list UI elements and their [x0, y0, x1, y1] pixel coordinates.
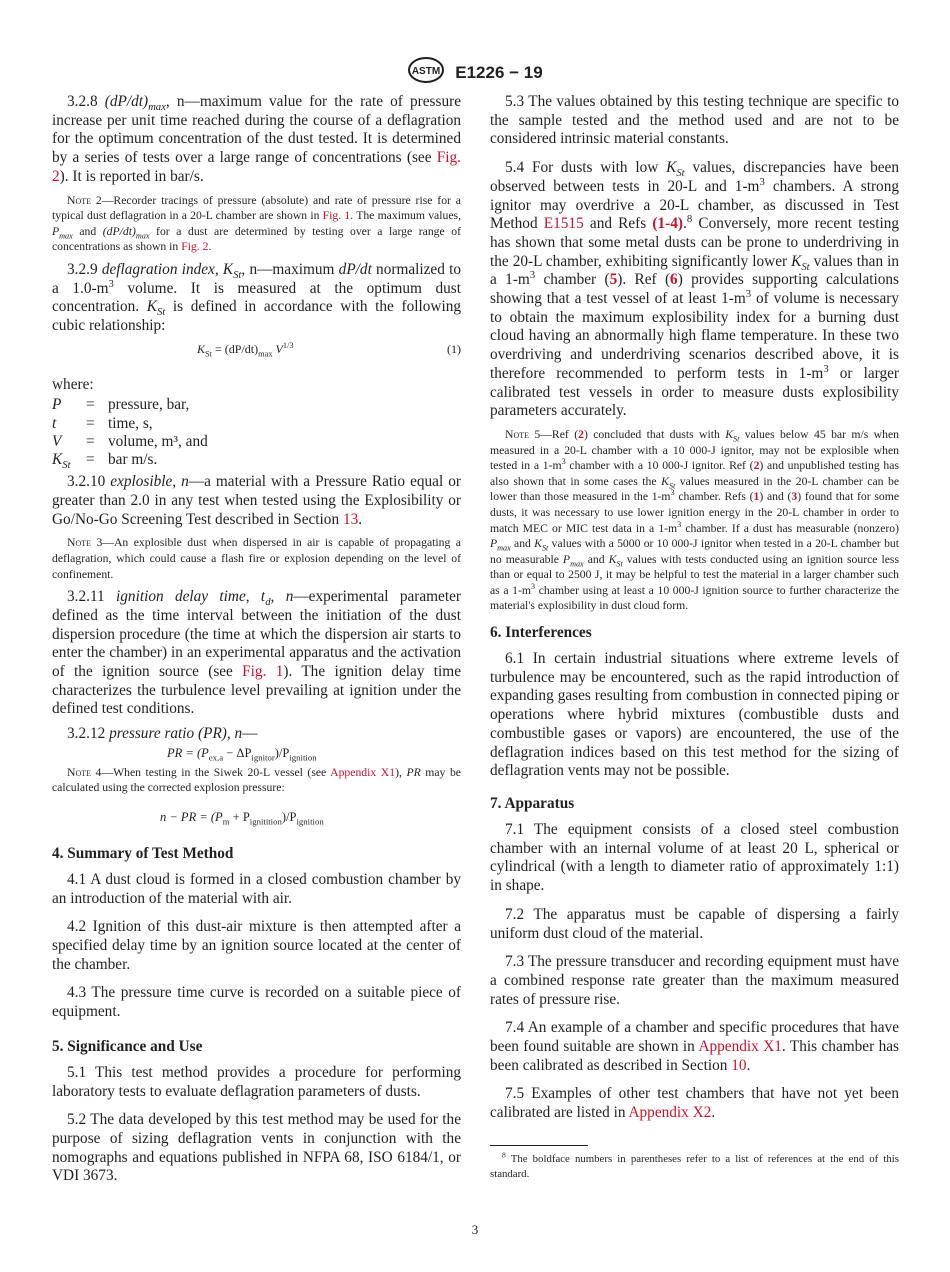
- link-e1515[interactable]: E1515: [543, 215, 584, 233]
- ref-link-5[interactable]: 5: [609, 271, 618, 289]
- para-3-2-9: 3.2.9 deflagration index, $K_{St}$, n—maximum dP/dt normalized to a $1.0-m^3$ volume. It is measured at the optimum dust concentration. $K_{St}$ is defined in accordance with the following cubic relationship:: [52, 260, 461, 334]
- ref-link-1[interactable]: 1: [753, 490, 760, 504]
- section-6-heading: 6. Interferences: [490, 624, 592, 642]
- ref-link-1-4[interactable]: (1-4): [652, 215, 683, 233]
- link-section-13[interactable]: 13: [342, 510, 359, 528]
- astm-logo-icon: [407, 57, 445, 88]
- note-5: Note 5—Ref (2) concluded that dusts with $K_{St}$ values below 45 bar m/s when measured in a 20-L chamber with a 10 000-J ignitor, may not be explosible when tested in a $1-m^3$ chamber with a 10 000-J ignitor. Ref (2) and unpublished testing has also shown that in some cases the $K_{St}$ values measured in the 20-L chamber can be lower than those measured in the $1-m^3$ chamber. Refs (1) and (3) found that for some dusts, it was necessary to use lower ignition energy in the 20-L chamber in order to match MEC or MIC test data in a $1-m^3$ chamber. If a dust has measurable (nonzero) $P_{max}$ and $K_{St}$ values with a 5000 or 10 000-J ignitor when tested in a 20-L chamber but no measurable $P_{max}$ and $K_{St}$ values with tests conducted using an ignition source less than or equal to 2500 J, it may be helpful to test the material in a larger chamber such as a $1-m^3$ chamber using at least a 10 000-J ignition source to further characterize the material's explosibility in dust cloud form.: [490, 427, 900, 613]
- section-5-heading: 5. Significance and Use: [52, 1037, 203, 1055]
- note-3: Note 3—An explosible dust when dispersed in air is capable of propagating a deflagration, which could cause a flash fire or explosion depending on the level of confinement.: [52, 536, 461, 581]
- link-appendix-x1[interactable]: Appendix X1: [330, 765, 396, 779]
- page-number: 3: [471, 1222, 479, 1237]
- para-3-2-11: 3.2.11 ignition delay time, $t_d$, n—experimental parameter defined as the time interval between the initiation of the dust dispersion procedure (the time at which the dispersion air starts to enter the chamber) in an experimental apparatus and the activation of the ignition source (see Fig. 1). The ignition delay time characterizes the turbulence level prevailing at ignition under the defined test conditions.: [52, 588, 461, 718]
- symbol-row: $K_{St}$ = bar m/s.: [52, 451, 158, 472]
- para-7-5: 7.5 Examples of other test chambers that have not yet been calibrated are listed in Appendix X2.: [490, 1085, 899, 1122]
- link-fig-2[interactable]: Fig. 2: [52, 149, 461, 185]
- document-code: E1226 − 19: [455, 62, 543, 82]
- para-7-2: 7.2 The apparatus must be capable of dispersing a fairly uniform dust cloud of the material.: [490, 905, 899, 942]
- left-column: [52, 93, 461, 1192]
- symbol-row: P = pressure, bar,: [52, 396, 190, 414]
- para-4-2: 4.2 Ignition of this dust-air mixture is then attempted after a specified delay time by an ignition source located at the center of the chamber.: [52, 918, 461, 973]
- footnote-8: $^8$ The boldface numbers in parentheses refer to a list of references at the end of this standard.: [490, 1150, 899, 1180]
- para-6-1: 6.1 In certain industrial situations where extreme levels of turbulence may be encountered, such as the rapid introduction of expanding gases resulting from combustion in connected piping or operations where hybrid mixtures (combustible dusts and combustible gases or vapors) are encountered, the use of the deflagration indices based on this test method for the sizing of deflagration vents may not be possible.: [490, 650, 899, 780]
- para-5-2: 5.2 The data developed by this test method may be used for the purpose of sizing deflagration vents in conjunction with the nomographs and equations published in NFPA 68, ISO 6184/1, or VDI 3673.: [52, 1111, 461, 1185]
- link-fig-1[interactable]: Fig. 1: [242, 662, 284, 680]
- link-appendix-x1[interactable]: Appendix X1: [698, 1038, 782, 1056]
- ref-link-3[interactable]: 3: [791, 490, 798, 504]
- para-5-1: 5.1 This test method provides a procedure for performing laboratory tests to evaluate deflagration parameters of dusts.: [52, 1063, 461, 1100]
- ref-link-2[interactable]: 2: [753, 459, 760, 473]
- where-label: where:: [52, 375, 94, 393]
- ref-link-2[interactable]: 2: [578, 427, 584, 441]
- para-4-3: 4.3 The pressure time curve is recorded on a suitable piece of equipment.: [52, 984, 461, 1021]
- footnote-divider: [490, 1145, 588, 1146]
- link-appendix-x2[interactable]: Appendix X2: [628, 1104, 712, 1122]
- para-7-3: 7.3 The pressure transducer and recording equipment must have a combined response rate greater than the maximum measured rates of pressure rise.: [490, 953, 899, 1008]
- note-4: Note 4—When testing in the Siwek 20-L vessel (see Appendix X1), PR may be calculated using the corrected explosion pressure:: [52, 765, 461, 795]
- para-3-2-8: 3.2.8 $(dP/dt)_{max}$, n—maximum value for the rate of pressure increase per unit time reached during the course of a deflagration for the optimum concentration of the dust tested. It is determined by a series of tests over a large range of concentrations (see Fig. 2). It is reported in bar/s.: [52, 93, 461, 185]
- ref-link-6[interactable]: 6: [670, 271, 678, 289]
- para-3-2-10: 3.2.10 explosible, n—a material with a Pressure Ratio equal or greater than 2.0 in any test when tested using the Explosibility or Go/No-Go Screening Test described in Section 13.: [52, 473, 461, 528]
- para-5-4: 5.4 For dusts with low $K_{St}$ values, discrepancies have been observed between tests in 20-L and $1-m^3$ chambers. A strong ignitor may overdrive a 20-L chamber, as discussed in Test Method E1515 and Refs (1-4).$^8$ Conversely, more recent testing has shown that some metal dusts can be prone to underdriving in the 20-L chamber, exhibiting significantly lower $K_{St}$ values than in a $1-m^3$ chamber (5). Ref (6) provides supporting calculations showing that a test vessel of at least $1-m^3$ of volume is necessary to obtain the maximum explosibility index for a burning dust cloud having an abnormally high flame temperature. In these two overdriving and underdriving scenarios described above, it is therefore recommended to perform tests in $1-m^3$ or larger calibrated test vessels in order to measure dusts explosibility parameters accurately.: [490, 159, 900, 420]
- link-section-10[interactable]: 10: [731, 1056, 747, 1074]
- para-4-1: 4.1 A dust cloud is formed in a closed combustion chamber by an introduction of the material with air.: [52, 870, 461, 907]
- footnote-ref-8: 8: [686, 213, 693, 226]
- para-5-3: 5.3 The values obtained by this testing technique are specific to the sample tested and the method used and are not to be considered intrinsic material constants.: [490, 93, 899, 148]
- formula-corrected-pr: n − PR = $(P_m + P_{ignitition})/P_{ignition}$: [160, 809, 324, 827]
- section-4-heading: 4. Summary of Test Method: [52, 844, 234, 862]
- note-2: Note 2—Recorder tracings of pressure (absolute) and rate of pressure rise for a typical dust deflagration in a 20-L chamber are shown in Fig. 1. The maximum values, $P_{max}$ and $(dP/dt)_{max}$ for a dust are determined by testing over a large range of concentrations as shown in Fig. 2.: [52, 193, 462, 254]
- symbol-row: V = volume, m³, and: [52, 432, 208, 450]
- symbol-list: [52, 396, 208, 472]
- para-3-2-12: 3.2.12 pressure ratio (PR), n—: [67, 725, 258, 743]
- svg-text:ASTM: ASTM: [412, 66, 441, 77]
- right-column: [490, 93, 899, 1188]
- equation-1: $K_{St} = (dP/dt)_{max}$ $V^{1/3}$ (1): [197, 340, 461, 359]
- para-7-4: 7.4 An example of a chamber and specific procedures that have been found suitable are shown in Appendix X1. This chamber has been calibrated as described in Section 10.: [490, 1019, 900, 1074]
- symbol-row: t = time, s,: [52, 414, 153, 432]
- page-header: [0, 57, 950, 88]
- link-fig-1[interactable]: Fig. 1: [322, 209, 351, 223]
- link-fig-2[interactable]: Fig. 2: [181, 240, 209, 254]
- formula-pressure-ratio: PR = $(P_{ex,a} - \Delta P_{ignitor})/P_{ignition}$: [167, 745, 317, 763]
- section-7-heading: 7. Apparatus: [490, 795, 575, 812]
- para-7-1: 7.1 The equipment consists of a closed steel combustion chamber with an internal volume of at least 20 L, spherical or cylindrical (with a length to diameter ratio of approximately 1:1) in shape.: [490, 821, 899, 895]
